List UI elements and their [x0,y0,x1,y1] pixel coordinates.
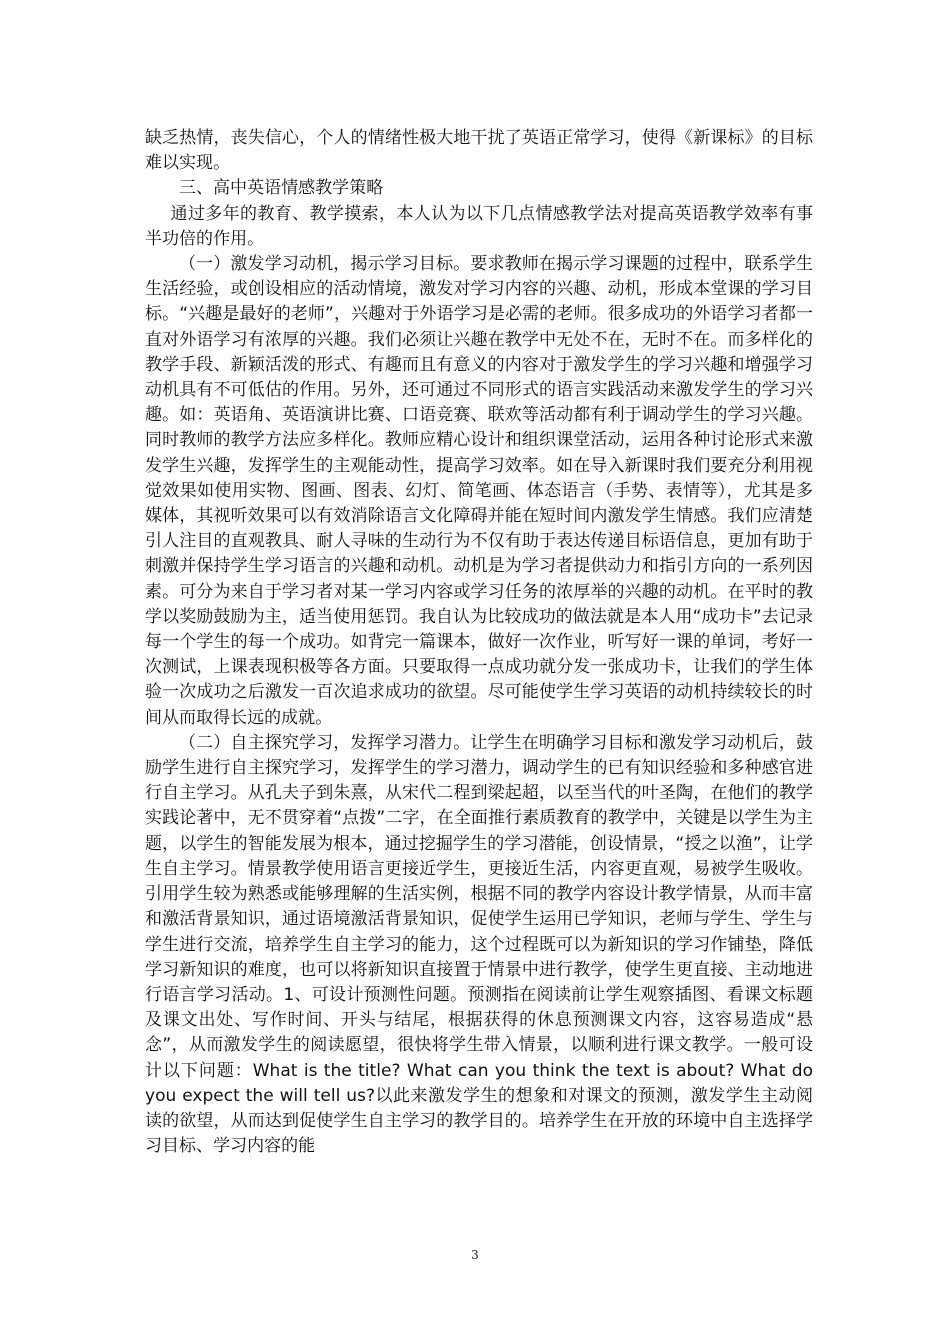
paragraph-strategy-1: （一）激发学习动机，揭示学习目标。要求教师在揭示学习课题的过程中，联系学生生活经验，或创设相应的活动情境，激发对学习内容的兴趣、动机，形成本堂课的学习目标。“兴趣是最好的老师”，兴趣对于外语学习是必需的老师。很多成功的外语学习者都一直对外语学习有浓厚的兴趣。我们必须让兴趣在教学中无处不在，无时不在。而多样化的教学手段、新颖活泼的形式、有趣而且有意义的内容对于激发学生的学习兴趣和增强学习动机具有不可低估的作用。另外，还可通过不同形式的语言实践活动来激发学生的学习兴趣。如：英语角、英语演讲比赛、口语竞赛、联欢等活动都有利于调动学生的学习兴趣。同时教师的教学方法应多样化。教师应精心设计和组织课堂活动，运用各种讨论形式来激发学生兴趣，发挥学生的主观能动性，提高学习效率。如在导入新课时我们要充分利用视觉效果如使用实物、图画、图表、幻灯、简笔画、体态语言（手势、表情等），尤其是多媒体，其视听效果可以有效消除语言文化障碍并能在短时间内激发学生情感。我们应清楚引人注目的直观教具、耐人寻味的生动行为不仅有助于表达传递目标语信息，更加有助于刺激并保持学生学习语言的兴趣和动机。动机是为学习者提供动力和指引方向的一系列因素。可分为来自于学习者对某一学习内容或学习任务的浓厚举的兴趣的动机。在平时的教学以奖励鼓励为主，适当使用惩罚。我自认为比较成功的做法就是本人用“成功卡”去记录每一个学生的每一个成功。如背完一篇课本，做好一次作业，听写好一课的单词，考好一次测试，上课表现积极等各方面。只要取得一点成功就分发一张成功卡，让我们的学生体验一次成功之后激发一百次追求成功的欲望。尽可能使学生学习英语的动机持续较长的时间从而取得长远的成就。 [145,254,813,728]
paragraph-continuation: 缺乏热情，丧失信心，个人的情绪性极大地干扰了英语正常学习，使得《新课标》的目标难以实现。 [145,128,813,174]
paragraph-intro: 通过多年的教育、教学摸索，本人认为以下几点情感教学法对提高英语教学效率有事半功倍的作用。 [145,203,813,249]
document-body [145,126,813,1159]
paragraph-strategy-2: （二）自主探究学习，发挥学习潜力。让学生在明确学习目标和激发学习动机后，鼓励学生进行自主探究学习，发挥学生的学习潜力，调动学生的已有知识经验和多种感官进行自主学习。从孔夫子到朱熹，从宋代二程到梁起超，以至当代的叶圣陶，在他们的教学实践论著中，无不贯穿着“点拨”二字，在全面推行素质教育的教学中，关键是以学生为主题，以学生的智能发展为根本，通过挖掘学生的学习潜能，创设情景，“授之以渔”，让学生自主学习。情景教学使用语言更接近学生，更接近生活，内容更直观，易被学生吸收。引用学生较为熟悉或能够理解的生活实例，根据不同的教学内容设计教学情景，从而丰富和激活背景知识，通过语境激活背景知识，促使学生运用已学知识，老师与学生、学生与学生进行交流，培养学生自主学习的能力，这个过程既可以为新知识的学习作铺垫，降低学习新知识的难度，也可以将新知识直接置于情景中进行教学，使学生更直接、主动地进行语言学习活动。1、可设计预测性问题。预测指在阅读前让学生观察插图、看课文标题及课文出处、写作时间、开头与结尾，根据获得的休息预测课文内容，这容易造成“悬念”，从而激发学生的阅读愿望，很快将学生带入情景，以顺利进行课文教学。一般可设计以下问题：What is the title? What can you think the text is about? What do you expect the will tell us?以此来激发学生的想象和对课文的预测，激发学生主动阅读的欲望，从而达到促使学生自主学习的教学目的。培养学生在开放的环境中自主选择学习目标、学习内容的能 [145,732,813,1157]
page-number: 3 [471,1248,479,1262]
section-heading: 三、高中英语情感教学策略 [179,178,384,199]
